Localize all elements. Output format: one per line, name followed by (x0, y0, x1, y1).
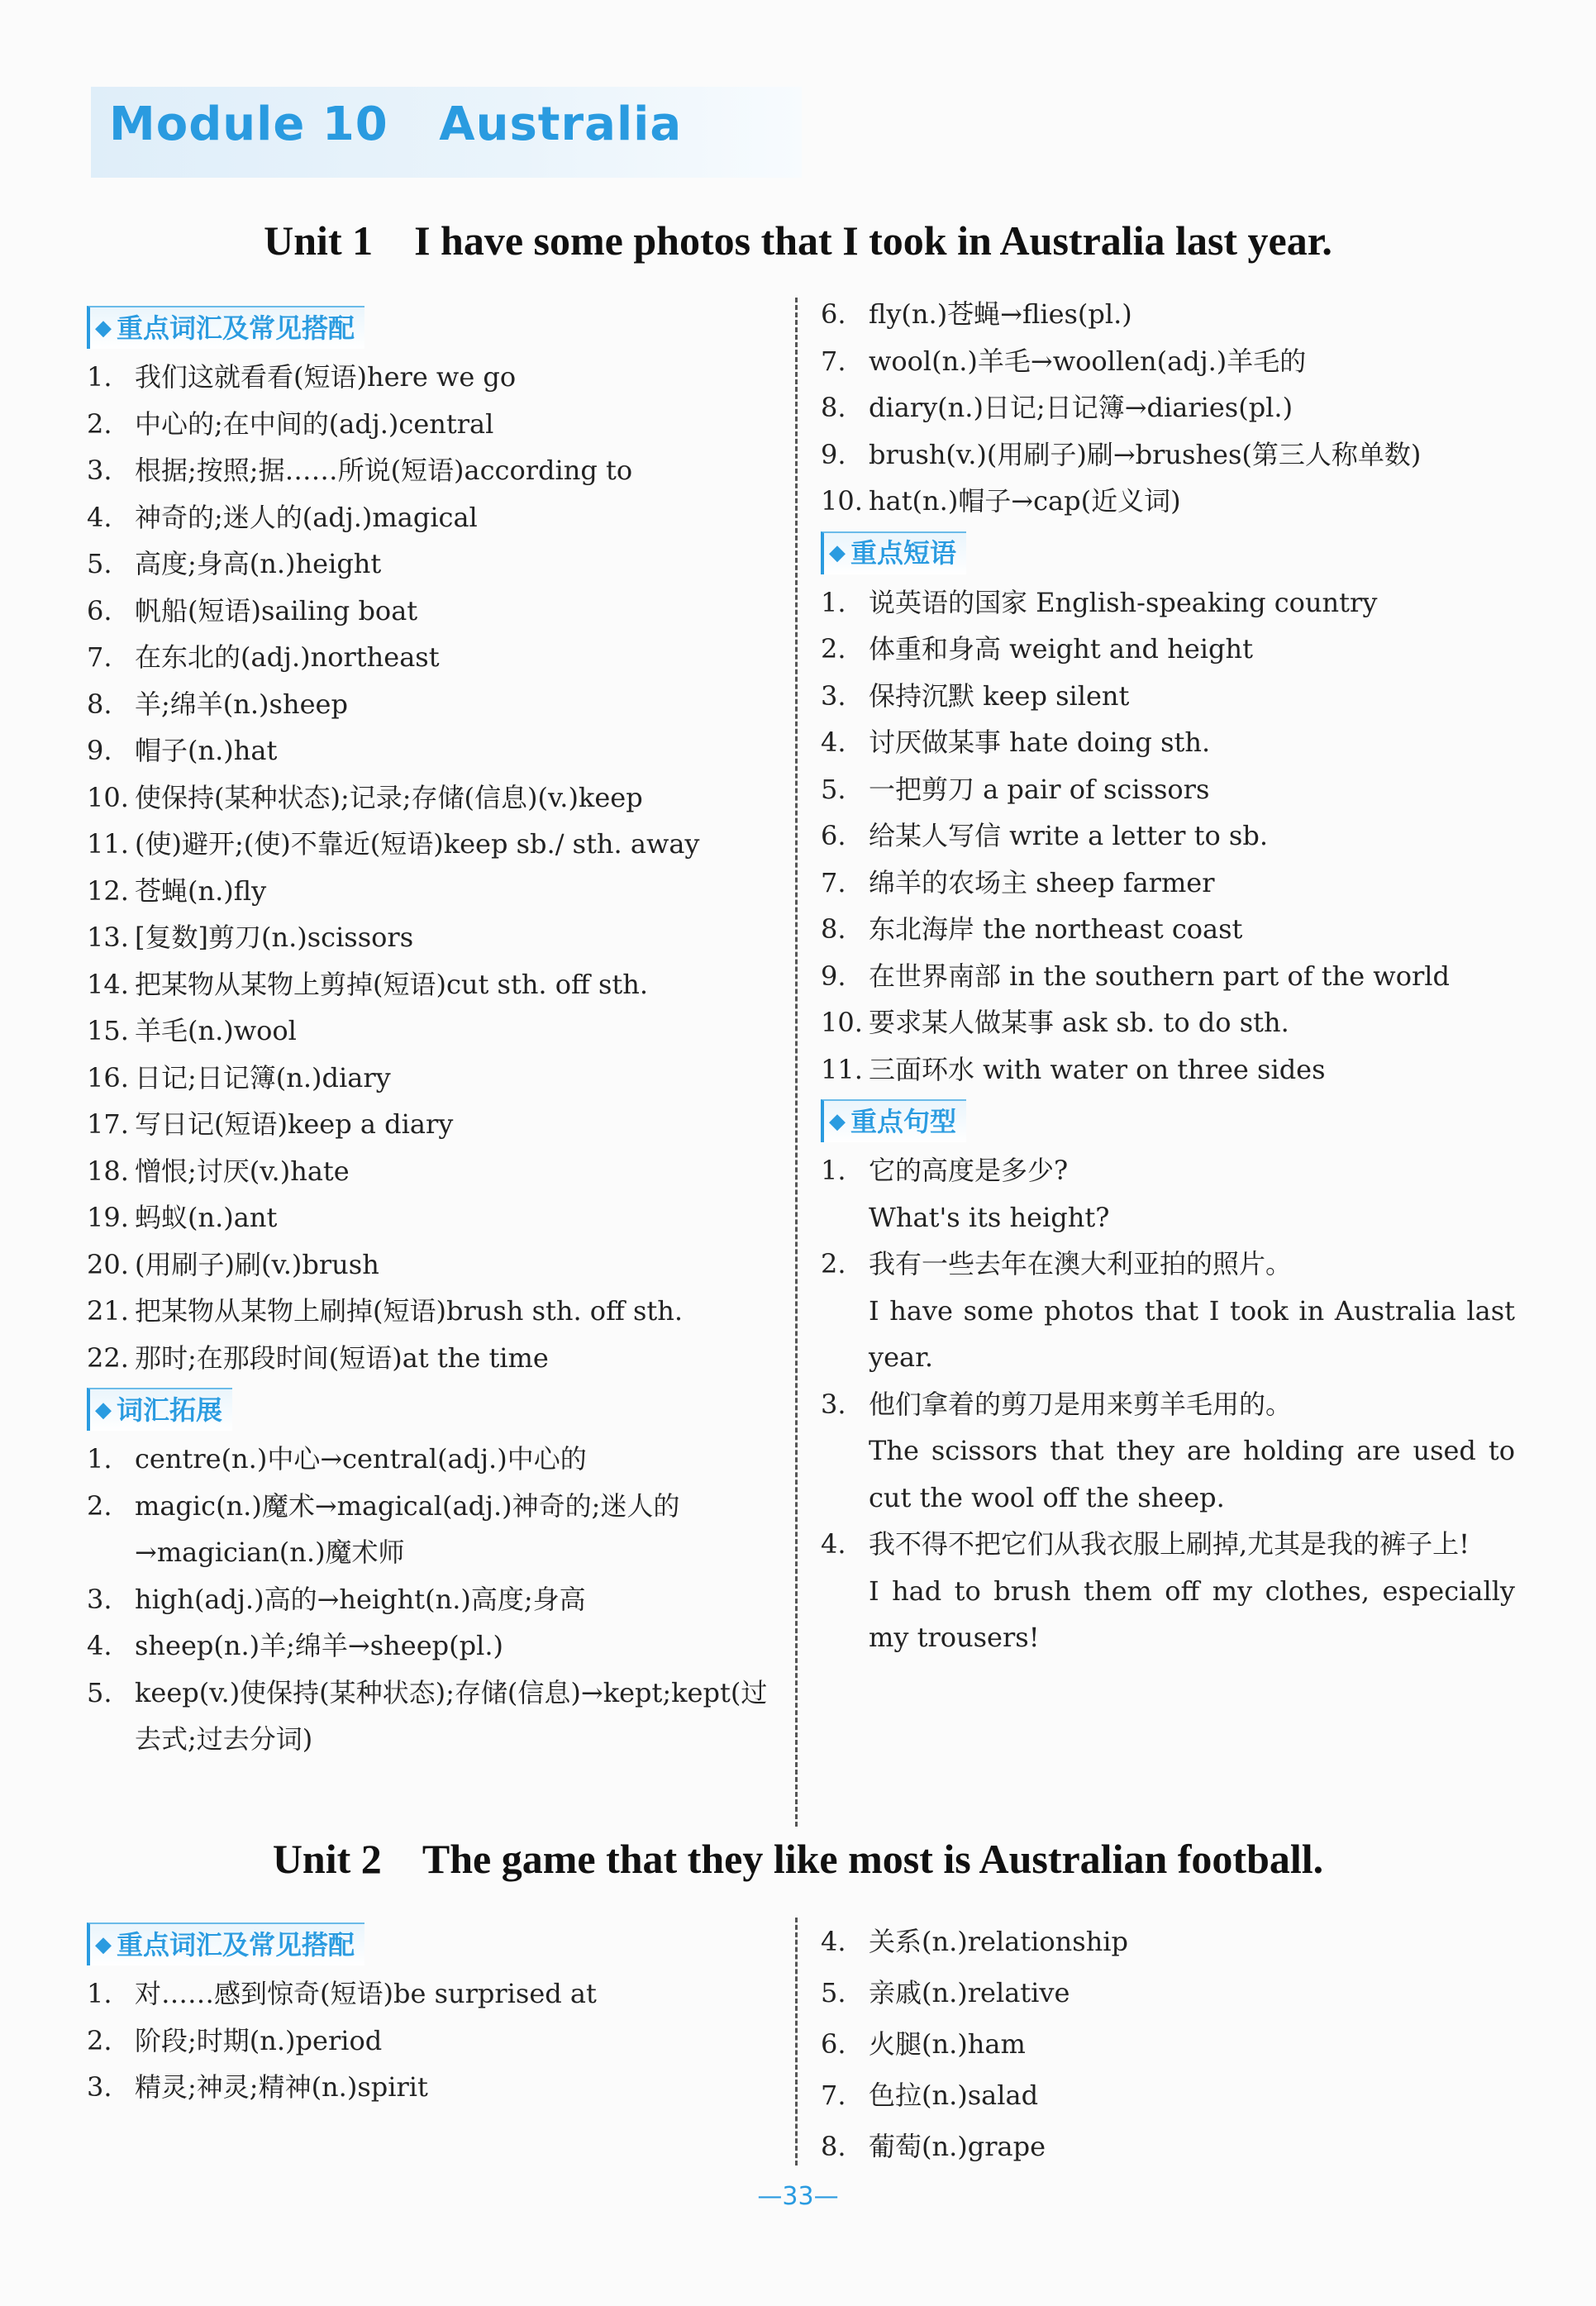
sentence-english: What's its height? (869, 1201, 1110, 1233)
item-text: 帽子(n.)hat (135, 735, 278, 766)
diamond-icon: ◆ (95, 315, 112, 341)
vocab-item (87, 447, 781, 494)
item-number: 19. (87, 1202, 129, 1233)
item-number: 17. (87, 1108, 129, 1140)
item-text: 阶段;时期(n.)period (135, 2024, 383, 2056)
section-header-vocab-unit2: ◆ 重点词汇及常见搭配 (87, 1922, 364, 1965)
item-text: 给某人写信 write a letter to sb. (869, 820, 1268, 851)
unit2-right-column (821, 1916, 1515, 2172)
item-text: 在东北的(adj.)northeast (135, 641, 440, 673)
item-number: 8. (821, 2131, 846, 2162)
item-text: (用刷子)刷(v.)brush (135, 1248, 379, 1280)
vocab-item (87, 588, 781, 635)
vocab-item (87, 1241, 781, 1289)
item-number: 1. (87, 1443, 112, 1475)
item-number: 7. (821, 345, 846, 377)
vocab-item (87, 1055, 781, 1102)
unit1-right-column (821, 291, 1515, 1661)
item-number: 4. (821, 1528, 846, 1560)
unit2-left-column (87, 1916, 781, 2111)
extension-item (821, 338, 1515, 385)
vocab-item (87, 1335, 781, 1382)
item-text: fly(n.)苍蝇→flies(pl.) (869, 298, 1132, 330)
vocab-item (87, 2064, 781, 2111)
item-text: 我们这就看看(短语)here we go (135, 361, 517, 393)
item-number: 2. (87, 407, 112, 440)
item-number: 13. (87, 922, 129, 953)
sentence-english: I had to brush them off my clothes, especially my trousers! (869, 1575, 1515, 1653)
vocab-item (87, 727, 781, 774)
sentence-chinese: 我不得不把它们从我衣服上刷掉,尤其是我的裤子上! (869, 1528, 1470, 1560)
extension-item (87, 1576, 781, 1623)
item-text: 羊;绵羊(n.)sheep (135, 688, 348, 720)
sentence-item (821, 1521, 1515, 1661)
phrase-item (821, 626, 1515, 673)
item-number: 16. (87, 1061, 129, 1093)
item-text: 东北海岸 the northeast coast (869, 913, 1243, 945)
vocab-item (87, 401, 781, 448)
item-text: keep(v.)使保持(某种状态);存储(信息)→kept;kept(过去式;过去分词) (135, 1676, 768, 1755)
item-text: 精灵;神灵;精神(n.)spirit (135, 2071, 428, 2103)
item-text: 要求某人做某事 ask sb. to do sth. (869, 1007, 1289, 1038)
item-number: 6. (821, 2028, 846, 2060)
phrase-item (821, 953, 1515, 1000)
vocab-list (87, 354, 781, 1381)
item-number: 9. (821, 438, 846, 470)
item-text: 羊毛(n.)wool (135, 1015, 297, 1046)
item-text: 火腿(n.)ham (869, 2028, 1026, 2060)
item-number: 1. (87, 361, 112, 393)
phrase-list (821, 579, 1515, 1093)
item-number: 3. (87, 455, 112, 486)
item-number: 1. (821, 1155, 846, 1186)
item-number: 9. (821, 960, 846, 992)
item-text: 高度;身高(n.)height (135, 548, 382, 579)
item-text: 那时;在那段时间(短语)at the time (135, 1341, 549, 1374)
item-text: diary(n.)日记;日记簿→diaries(pl.) (869, 392, 1293, 423)
sentence-chinese: 它的高度是多少? (869, 1155, 1069, 1186)
extension-item (87, 1670, 781, 1763)
vocab-item (87, 1008, 781, 1055)
item-text: 日记;日记簿(n.)diary (135, 1061, 391, 1093)
phrase-item (821, 860, 1515, 907)
item-text: 体重和身高 weight and height (869, 633, 1253, 665)
extension-item (87, 1483, 781, 1576)
vocab-item (87, 1970, 781, 2018)
item-text: 使保持(某种状态);记录;存储(信息)(v.)keep (135, 781, 643, 813)
extension-item (87, 1436, 781, 1483)
item-text: 写日记(短语)keep a diary (135, 1108, 454, 1140)
item-number: 22. (87, 1341, 129, 1374)
item-number: 21. (87, 1295, 129, 1327)
item-number: 18. (87, 1155, 129, 1187)
sentence-item (821, 1241, 1515, 1381)
phrase-item (821, 1046, 1515, 1093)
item-text: 讨厌做某事 hate doing sth. (869, 727, 1211, 758)
column-divider-unit2 (795, 1918, 798, 2165)
section-header-vocab: ◆ 重点词汇及常见搭配 (87, 306, 364, 349)
item-text: 在世界南部 in the southern part of the world (869, 960, 1450, 992)
item-text: sheep(n.)羊;绵羊→sheep(pl.) (135, 1630, 503, 1661)
item-text: 保持沉默 keep silent (869, 679, 1130, 712)
item-text: magic(n.)魔术→magical(adj.)神奇的;迷人的→magician(n.)魔术师 (135, 1489, 680, 1568)
phrase-item (821, 906, 1515, 953)
vocab-item (87, 634, 781, 681)
vocab-item (821, 2121, 1515, 2172)
section-header-phrases: ◆ 重点短语 (821, 531, 966, 574)
item-text: 神奇的;迷人的(adj.)magical (135, 501, 478, 533)
item-number: 2. (87, 1489, 112, 1522)
extension-item (87, 1622, 781, 1670)
item-number: 9. (87, 735, 112, 766)
item-number: 8. (821, 392, 846, 423)
item-number: 15. (87, 1015, 129, 1046)
vocab-item (821, 2018, 1515, 2070)
vocab-item (821, 1967, 1515, 2018)
extension-list (87, 1436, 781, 1763)
phrase-item (821, 719, 1515, 766)
item-number: 6. (821, 820, 846, 851)
sentence-list (821, 1147, 1515, 1661)
sentence-chinese: 他们拿着的剪刀是用来剪羊毛用的。 (869, 1388, 1293, 1420)
extension-list-continued (821, 291, 1515, 525)
vocab-item (87, 1194, 781, 1241)
item-text: 一把剪刀 a pair of scissors (869, 773, 1210, 805)
item-number: 12. (87, 874, 129, 907)
phrase-item (821, 999, 1515, 1046)
phrase-item (821, 766, 1515, 813)
vocab-item (87, 868, 781, 915)
sentence-english: I have some photos that I took in Australia last year. (869, 1294, 1515, 1373)
column-divider (795, 298, 798, 1827)
item-number: 14. (87, 968, 129, 1000)
item-number: 7. (821, 2080, 846, 2111)
unit2-title: Unit 2 The game that they like most is Australian football. (272, 1836, 1324, 1882)
item-text: 对……感到惊奇(短语)be surprised at (135, 1978, 597, 2009)
item-number: 2. (87, 2024, 112, 2056)
sentence-item (821, 1147, 1515, 1241)
item-text: 色拉(n.)salad (869, 2080, 1039, 2111)
item-number: 3. (821, 1388, 846, 1420)
module-title: Module 10 Australia (109, 98, 683, 151)
vocab-item (87, 821, 781, 868)
item-number: 8. (821, 913, 846, 945)
item-number: 6. (821, 298, 846, 330)
item-number: 6. (87, 594, 112, 627)
item-number: 5. (87, 1676, 112, 1708)
item-number: 7. (87, 641, 112, 673)
item-number: 10. (87, 781, 129, 813)
vocab-list-unit2 (87, 1970, 781, 2111)
item-text: 蚂蚁(n.)ant (135, 1202, 278, 1233)
item-number: 4. (87, 1630, 112, 1661)
page-number: —33— (757, 2182, 839, 2211)
item-number: 11. (87, 828, 129, 860)
vocab-item (87, 1148, 781, 1195)
item-text: 帆船(短语)sailing boat (135, 594, 418, 627)
item-number: 10. (821, 485, 863, 517)
unit1-left-column (87, 299, 781, 1763)
item-text: wool(n.)羊毛→woollen(adj.)羊毛的 (869, 345, 1307, 377)
item-text: 根据;按照;据……所说(短语)according to (135, 455, 633, 486)
item-number: 2. (821, 1248, 846, 1279)
item-text: 葡萄(n.)grape (869, 2131, 1046, 2162)
item-text: 说英语的国家 English-speaking country (869, 586, 1378, 618)
extension-item (821, 431, 1515, 479)
sentence-item (821, 1381, 1515, 1522)
phrase-item (821, 579, 1515, 627)
item-number: 10. (821, 1007, 863, 1038)
vocab-item (87, 1101, 781, 1148)
item-number: 3. (87, 2071, 112, 2103)
vocab-item (87, 541, 781, 588)
item-text: 中心的;在中间的(adj.)central (135, 407, 494, 440)
vocab-item (87, 914, 781, 961)
extension-item (821, 478, 1515, 525)
phrase-item (821, 673, 1515, 720)
vocab-item (87, 681, 781, 728)
item-text: 三面环水 with water on three sides (869, 1053, 1326, 1085)
item-text: 苍蝇(n.)fly (135, 874, 267, 907)
item-text: centre(n.)中心→central(adj.)中心的 (135, 1443, 587, 1475)
extension-item (821, 384, 1515, 431)
item-text: high(adj.)高的→height(n.)高度;身高 (135, 1583, 586, 1615)
item-number: 7. (821, 866, 846, 898)
item-number: 1. (87, 1978, 112, 2009)
vocab-item (821, 1916, 1515, 1967)
item-number: 8. (87, 688, 112, 720)
item-number: 5. (821, 773, 846, 805)
item-number: 4. (821, 1926, 846, 1957)
vocab-item (87, 961, 781, 1008)
item-text: 绵羊的农场主 sheep farmer (869, 866, 1215, 898)
item-number: 4. (821, 727, 846, 758)
item-number: 3. (821, 679, 846, 712)
diamond-icon: ◆ (95, 1932, 112, 1957)
item-text: [复数]剪刀(n.)scissors (135, 922, 414, 953)
item-number: 4. (87, 501, 112, 533)
item-text: 把某物从某物上剪掉(短语)cut sth. off sth. (135, 968, 649, 1000)
vocab-item (87, 774, 781, 822)
section-header-sentences: ◆ 重点句型 (821, 1099, 966, 1142)
phrase-item (821, 812, 1515, 860)
extension-item (821, 291, 1515, 338)
item-text: brush(v.)(用刷子)刷→brushes(第三人称单数) (869, 438, 1422, 470)
item-text: 亲戚(n.)relative (869, 1977, 1070, 2008)
item-number: 5. (87, 548, 112, 579)
item-number: 20. (87, 1248, 129, 1280)
item-text: 把某物从某物上刷掉(短语)brush sth. off sth. (135, 1295, 684, 1327)
diamond-icon: ◆ (829, 1108, 846, 1134)
vocab-item (87, 354, 781, 401)
item-text: hat(n.)帽子→cap(近义词) (869, 485, 1181, 517)
item-number: 2. (821, 633, 846, 665)
sentence-chinese: 我有一些去年在澳大利亚拍的照片。 (869, 1248, 1293, 1279)
item-number: 3. (87, 1583, 112, 1615)
diamond-icon: ◆ (95, 1397, 112, 1422)
item-text: (使)避开;(使)不靠近(短语)keep sb./ sth. away (135, 828, 700, 860)
item-text: 关系(n.)relationship (869, 1926, 1129, 1957)
unit1-title: Unit 1 I have some photos that I took in Australia last year. (264, 217, 1332, 264)
item-number: 11. (821, 1053, 863, 1085)
item-text: 憎恨;讨厌(v.)hate (135, 1155, 350, 1187)
vocab-item (87, 2018, 781, 2065)
sentence-english: The scissors that they are holding are used to cut the wool off the sheep. (869, 1435, 1515, 1513)
item-number: 1. (821, 586, 846, 618)
item-number: 5. (821, 1977, 846, 2008)
vocab-list-unit2-continued (821, 1916, 1515, 2172)
vocab-item (87, 494, 781, 541)
vocab-item (87, 1288, 781, 1335)
vocab-item (821, 2070, 1515, 2121)
diamond-icon: ◆ (829, 541, 846, 566)
section-header-extension: ◆ 词汇拓展 (87, 1388, 232, 1431)
